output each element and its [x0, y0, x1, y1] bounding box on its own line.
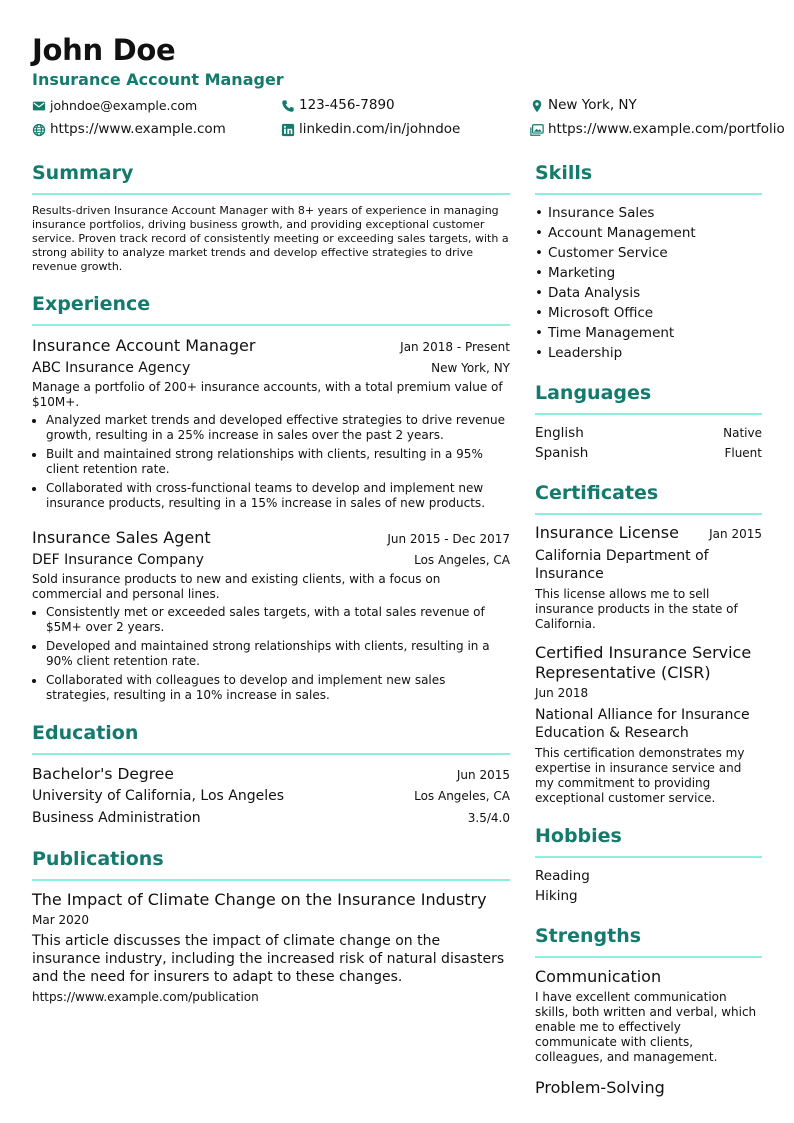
education-heading: Education [32, 721, 510, 755]
skills-list [535, 203, 762, 363]
job-description: Sold insurance products to new and existing clients, with a focus on commercial and personal lines. [32, 572, 441, 601]
job-dates: Jun 2015 - Dec 2017 [387, 532, 510, 546]
contact-location [530, 96, 770, 115]
publication-title: The Impact of Climate Change on the Insurance Industry [32, 890, 487, 909]
strength-title: Communication [535, 967, 662, 986]
globe-icon [32, 123, 46, 137]
job-bullet: • Analyzed market trends and developed effective strategies to drive revenue growth, resulting in a 25% increase in sales over the past 2 years. [46, 413, 510, 443]
contact-email[interactable] [32, 96, 281, 115]
job-location: New York, NY [431, 361, 510, 375]
publication-link[interactable]: https://www.example.com/publication [32, 990, 259, 1004]
contact-website-text: https://www.example.com [50, 121, 226, 137]
contact-phone[interactable] [281, 96, 530, 115]
language-level: Fluent [724, 446, 762, 460]
skills-section [535, 161, 762, 363]
job-company: ABC Insurance Agency [32, 360, 191, 376]
experience-heading: Experience [32, 292, 510, 326]
certificate-org: National Alliance for Insurance Education & Research [535, 707, 750, 741]
skill-item: • Time Management [535, 323, 762, 343]
strengths-section [535, 924, 762, 1099]
skill-item: • Data Analysis [535, 283, 762, 303]
skill-item: • Marketing [535, 263, 762, 283]
language-name: English [535, 425, 584, 441]
languages-list [535, 423, 762, 463]
contact-portfolio-text: https://www.example.com/portfolio [548, 121, 785, 137]
certificate-title: Insurance License [535, 523, 679, 542]
certificate-date: Jun 2018 [535, 686, 589, 700]
summary-heading: Summary [32, 161, 510, 195]
certificates-section [535, 481, 762, 806]
publications-section [32, 847, 510, 1006]
hobbies-section [535, 824, 762, 906]
publication-entry [32, 889, 510, 1006]
education-gpa: 3.5/4.0 [467, 811, 510, 825]
education-date: Jun 2015 [456, 768, 510, 782]
contact-portfolio[interactable] [530, 120, 785, 139]
contact-linkedin-text: linkedin.com/in/johndoe [299, 121, 461, 137]
publication-description: This article discusses the impact of climate change on the insurance industry, including the increased risk of natural disasters and the need for insurers to adapt to these changes. [32, 933, 505, 985]
strengths-heading: Strengths [535, 924, 762, 958]
job-bullets [32, 605, 510, 703]
education-location: Los Angeles, CA [414, 789, 510, 803]
education-school: University of California, Los Angeles [32, 788, 285, 804]
job-location: Los Angeles, CA [414, 553, 510, 567]
job-bullet: • Developed and maintained strong relationships with clients, resulting in a 90% client retention rate. [46, 639, 510, 669]
education-degree: Bachelor's Degree [32, 765, 174, 783]
skills-heading: Skills [535, 161, 762, 195]
candidate-role: Insurance Account Manager [32, 70, 284, 89]
skill-item: • Account Management [535, 223, 762, 243]
certificate-description: This certification demonstrates my expertise in insurance service and my commitment to providing exceptional customer service. [535, 746, 745, 805]
education-field: Business Administration [32, 810, 201, 826]
hobbies-heading: Hobbies [535, 824, 762, 858]
hobby-item: Hiking [535, 888, 578, 904]
skill-item: • Microsoft Office [535, 303, 762, 323]
certificate-description: This license allows me to sell insurance products in the state of California. [535, 587, 738, 631]
strength-entry [535, 966, 762, 1065]
right-column [535, 161, 762, 1117]
summary-text: Results-driven Insurance Account Manager with 8+ years of experience in managing insurance portfolios, driving business growth, and providing exceptional customer service. Proven track record of consistently meeting or exceeding sales targets, with a strong ability to analyze market trends and develop effective strategies to drive revenue growth. [32, 204, 509, 273]
education-section [32, 721, 510, 829]
job-bullet: • Consistently met or exceeded sales targets, with a total sales revenue of $5M+ over 2 years. [46, 605, 510, 635]
publications-heading: Publications [32, 847, 510, 881]
job-bullet: • Collaborated with cross-functional teams to develop and implement new insurance products, resulting in a 15% increase in sales of new products. [46, 481, 510, 511]
languages-section [535, 381, 762, 463]
skill-item: • Customer Service [535, 243, 762, 263]
envelope-icon [32, 99, 46, 113]
language-item [535, 423, 762, 443]
certificate-entry [535, 643, 762, 806]
left-column [32, 161, 510, 1117]
skill-item: • Insurance Sales [535, 203, 762, 223]
map-pin-icon [530, 99, 544, 113]
contact-linkedin[interactable] [281, 120, 530, 139]
experience-section [32, 292, 510, 703]
hobbies-list [535, 866, 762, 906]
phone-icon [281, 99, 295, 113]
job-description: Manage a portfolio of 200+ insurance accounts, with a total premium value of $10M+. [32, 380, 503, 409]
job-title: Insurance Account Manager [32, 336, 256, 355]
job-bullets [32, 413, 510, 511]
language-item [535, 443, 762, 463]
skill-item: • Leadership [535, 343, 762, 363]
job-bullet: • Collaborated with colleagues to develop and implement new sales strategies, resulting in a 10% increase in sales. [46, 673, 510, 703]
certificate-title: Certified Insurance Service Representative (CISR) [535, 643, 752, 682]
job-entry [32, 527, 510, 703]
portfolio-image-icon [530, 123, 544, 137]
hobby-item: Reading [535, 868, 590, 884]
publication-date: Mar 2020 [32, 913, 89, 927]
candidate-name: John Doe [32, 33, 176, 67]
language-level: Native [723, 426, 762, 440]
summary-section [32, 161, 510, 274]
certificate-date: Jan 2015 [709, 527, 762, 541]
linkedin-icon [281, 123, 295, 137]
job-company: DEF Insurance Company [32, 552, 204, 568]
job-bullet: • Built and maintained strong relationships with clients, resulting in a 95% client retention rate. [46, 447, 510, 477]
certificates-heading: Certificates [535, 481, 762, 515]
contact-location-text: New York, NY [548, 97, 637, 113]
job-dates: Jan 2018 - Present [400, 340, 510, 354]
contact-website[interactable] [32, 120, 281, 139]
certificate-org: California Department of Insurance [535, 548, 709, 582]
strength-entry [535, 1077, 762, 1099]
contact-email-text: johndoe@example.com [50, 98, 198, 113]
job-title: Insurance Sales Agent [32, 528, 211, 547]
strength-description: I have excellent communication skills, both written and verbal, which enable me to effectively communicate with clients, colleagues, and management. [535, 990, 757, 1064]
job-entry [32, 335, 510, 511]
contact-list [32, 96, 785, 139]
strength-title: Problem-Solving [535, 1078, 665, 1097]
language-name: Spanish [535, 445, 589, 461]
certificate-entry [535, 523, 762, 632]
contact-phone-text: 123-456-7890 [299, 97, 395, 113]
languages-heading: Languages [535, 381, 762, 415]
education-entry [32, 763, 510, 829]
